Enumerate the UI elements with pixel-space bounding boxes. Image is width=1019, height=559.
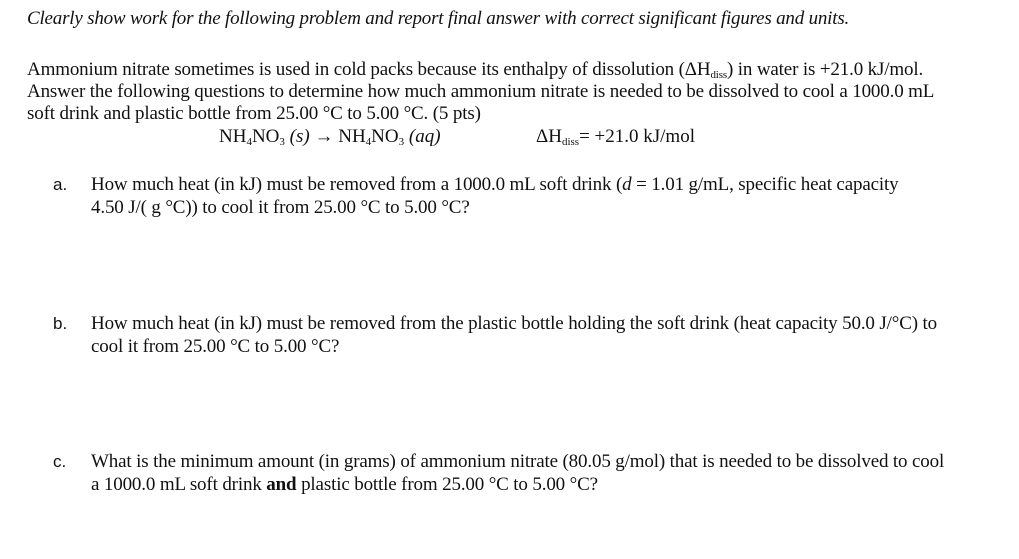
- problem-intro: [27, 59, 1002, 125]
- question-c-line-2: [91, 473, 944, 496]
- enthalpy-subscript: diss: [561, 136, 580, 148]
- question-a-marker: a.: [53, 175, 68, 194]
- question-b-line-2: cool it from 25.00 °C to 5.00 °C?: [91, 336, 340, 357]
- question-c-line-2-start: a 1000.0 mL soft drink: [91, 474, 267, 495]
- intro-line-1: [27, 59, 1002, 81]
- question-b-line-1: How much heat (in kJ) must be removed from the plastic bottle holding the soft drink (heat capacity 50.0 J/°C) to: [91, 313, 937, 334]
- enthalpy-value: [536, 126, 695, 148]
- question-a-line-1: [91, 173, 899, 196]
- question-c-marker: c.: [53, 452, 67, 471]
- intro-line-1-end: ) in water is +21.0 kJ/mol.: [726, 59, 924, 80]
- question-a-line-1-end: = 1.01 g/mL, specific heat capacity: [631, 174, 899, 195]
- reactant-no: NO: [251, 126, 280, 147]
- reactant-subscript-3: 3: [279, 136, 285, 148]
- instructions-text: Clearly show work for the following problem and report final answer with correct significant figures and units.: [27, 8, 850, 29]
- question-a-text: [91, 173, 899, 219]
- product-no: NO: [371, 126, 399, 147]
- reactant-nh: NH: [219, 126, 247, 147]
- intro-line-2: Answer the following questions to determine how much ammonium nitrate is needed to be dissolved to cool a 1000.0 mL: [27, 81, 935, 102]
- reactant-subscript-4: 4: [246, 136, 252, 148]
- reaction-arrow-icon: →: [314, 126, 334, 147]
- question-c-emphasis: and: [266, 474, 297, 495]
- intro-line-1-start: Ammonium nitrate sometimes is used in cold packs because its enthalpy of dissolution (ΔH: [27, 59, 711, 80]
- question-c-line-1: What is the minimum amount (in grams) of ammonium nitrate (80.05 g/mol) that is needed to be dissolved to cool: [91, 451, 945, 472]
- reactant-state: (s): [289, 126, 310, 147]
- product-state: (aq): [408, 126, 441, 147]
- density-symbol: d: [622, 174, 632, 195]
- question-a-line-2: 4.50 J/( g °C)) to cool it from 25.00 °C to 5.00 °C?: [91, 197, 470, 218]
- intro-line-3: soft drink and plastic bottle from 25.00 °C to 5.00 °C. (5 pts): [27, 103, 481, 124]
- question-c-text: [91, 450, 944, 496]
- reaction-equation: [219, 126, 441, 148]
- product-nh: NH: [338, 126, 366, 147]
- product-subscript-3: 3: [398, 136, 405, 148]
- question-b-text: [91, 312, 937, 358]
- question-b-marker: b.: [53, 314, 68, 333]
- question-a-line-1-start: How much heat (in kJ) must be removed from a 1000.0 mL soft drink (: [91, 174, 623, 195]
- intro-diss-subscript: diss: [710, 69, 727, 81]
- enthalpy-delta-h: ΔH: [536, 126, 562, 147]
- question-c-line-2-end: plastic bottle from 25.00 °C to 5.00 °C?: [296, 474, 598, 495]
- enthalpy-number: = +21.0 kJ/mol: [579, 126, 695, 147]
- product-subscript-4: 4: [365, 136, 372, 148]
